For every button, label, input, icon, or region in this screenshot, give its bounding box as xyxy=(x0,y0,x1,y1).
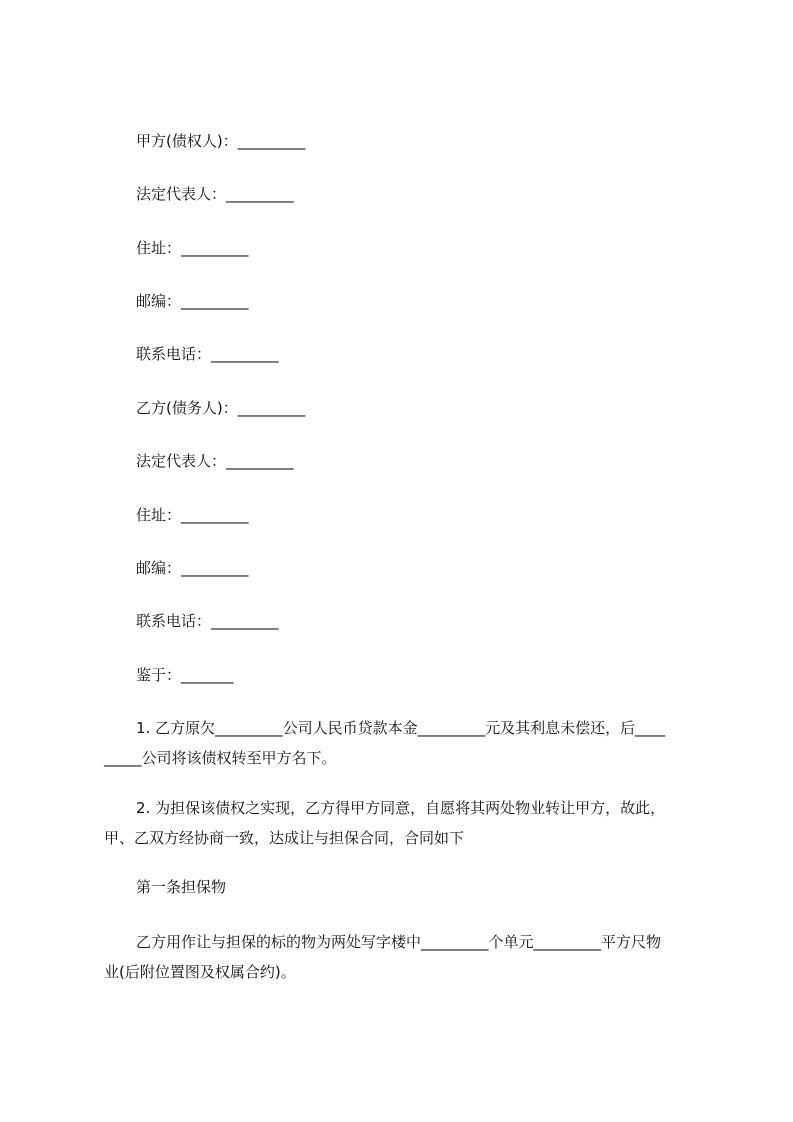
whereas-line: 鉴于：_______ xyxy=(136,666,234,684)
creditor-party-line: 甲方(债权人)：_________ xyxy=(136,132,306,150)
clause-2-line-1: 2. 为担保该债权之实现，乙方得甲方同意，自愿将其两处物业转让甲方，故此， xyxy=(136,799,666,817)
creditor-phone-line: 联系电话：_________ xyxy=(136,345,279,363)
clause-1-paragraph xyxy=(104,713,704,773)
clause-1-line-1: 1. 乙方原欠_________公司人民币贷款本金_________元及其利息未偿还，后____ xyxy=(136,719,666,737)
article-1-paragraph xyxy=(104,927,704,987)
creditor-legal-representative-line: 法定代表人：_________ xyxy=(136,185,294,203)
debtor-address-line: 住址：_________ xyxy=(136,506,249,524)
creditor-address-line: 住址：_________ xyxy=(136,239,249,257)
article-1-heading: 第一条担保物 xyxy=(136,878,227,896)
debtor-phone-line: 联系电话：_________ xyxy=(136,612,279,630)
debtor-legal-representative-line: 法定代表人：_________ xyxy=(136,452,294,470)
article-1-line-2: 业(后附位置图及权属合约)。 xyxy=(104,963,296,981)
debtor-party-line: 乙方(债务人)：_________ xyxy=(136,399,306,417)
creditor-postcode-line: 邮编：_________ xyxy=(136,292,249,310)
debtor-postcode-line: 邮编：_________ xyxy=(136,559,249,577)
article-1-line-1: 乙方用作让与担保的标的物为两处写字楼中_________个单元_________平方尺物 xyxy=(136,933,662,951)
clause-2-line-2: 甲、乙双方经协商一致，达成让与担保合同，合同如下 xyxy=(104,829,465,847)
clause-1-line-2: _____公司将该债权转至甲方名下。 xyxy=(104,749,337,767)
clause-2-paragraph xyxy=(104,793,704,853)
